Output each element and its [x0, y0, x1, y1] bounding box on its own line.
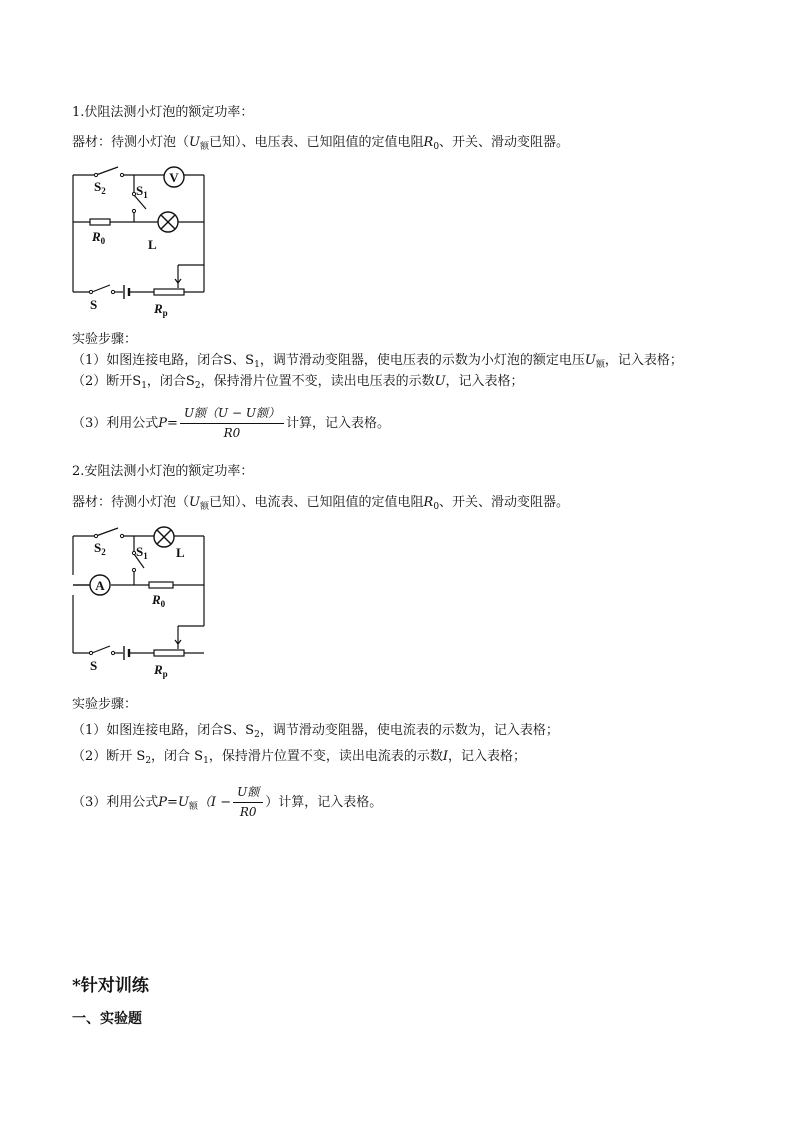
rheostat-icon [154, 640, 184, 656]
label-rp: $R_p$ [154, 301, 168, 318]
label-s1: $S_1$ [136, 183, 148, 200]
resistor-r0-icon [90, 219, 110, 225]
section1-step2: （2）断开$S_1$，闭合$S_2$，保持滑片位置不变，读出电压表的示数U，记入表格； [72, 374, 524, 391]
section1-equipment: 器材：待测小灯泡（$U_额$已知）、电压表、已知阻值的定值电阻$R_0$、开关、滑动变阻器。 [72, 135, 570, 152]
label-rp: $R_p$ [154, 662, 168, 679]
section2-step2: （2）断开 $S_2$，闭合 $S_1$，保持滑片位置不变，读出电流表的示数I，记入表格； [72, 749, 526, 766]
formula-fraction: $\frac{\text{U额}}{R0}$ [233, 785, 263, 820]
section1-step3: （3）利用公式P= $\frac{\text{U额（U − U额）}}{R0}$ 计算，记入表格。 [72, 406, 390, 440]
label-s1: $S_1$ [136, 544, 148, 561]
rheostat-icon [154, 279, 184, 295]
label-s2: $S_2$ [94, 179, 106, 196]
lamp-icon [154, 527, 174, 547]
section2-step3: （3）利用公式$P=U_额(I$ − $\frac{\text{U额}}{R0}$ ）计算，记入表格。 [72, 785, 383, 819]
circuit-diagram-voltmeter [68, 165, 218, 318]
training-subheading: 一、实验题 [72, 1011, 142, 1027]
label-r0: $R_0$ [92, 229, 106, 246]
training-heading: *针对训练 [72, 976, 149, 996]
section1-title: 1.伏阻法测小灯泡的额定功率： [72, 105, 254, 120]
ammeter-label: A [95, 578, 105, 593]
label-s2: $S_2$ [94, 540, 106, 557]
label-s: S [90, 658, 98, 673]
section1-step1: （1）如图连接电路，闭合S、$S_1$，调节滑动变阻器，使电压表的示数为小灯泡的额定电压$U_额$，记入表格； [72, 353, 683, 370]
label-lamp: L [176, 545, 185, 560]
section2-title: 2.安阻法测小灯泡的额定功率： [72, 464, 254, 479]
label-lamp: L [148, 237, 157, 252]
voltmeter-label: V [169, 170, 179, 185]
battery-icon [124, 646, 129, 660]
section1-steps-title: 实验步骤： [72, 332, 138, 347]
section2-equipment: 器材：待测小灯泡（$U_额$已知）、电流表、已知阻值的定值电阻$R_0$、开关、滑动变阻器。 [72, 495, 570, 512]
lamp-icon [158, 212, 178, 232]
formula-fraction: $\frac{\text{U额（U − U额）}}{R0}$ [180, 406, 284, 441]
circuit-diagram-ammeter [68, 526, 218, 679]
resistor-r0-icon [149, 582, 173, 588]
section2-steps-title: 实验步骤： [72, 697, 138, 712]
label-s: S [90, 297, 98, 312]
label-r0: $R_0$ [152, 592, 166, 609]
battery-icon [124, 285, 129, 299]
section2-step1: （1）如图连接电路，闭合S、$S_2$，调节滑动变阻器，使电流表的示数为，记入表格； [72, 723, 559, 740]
